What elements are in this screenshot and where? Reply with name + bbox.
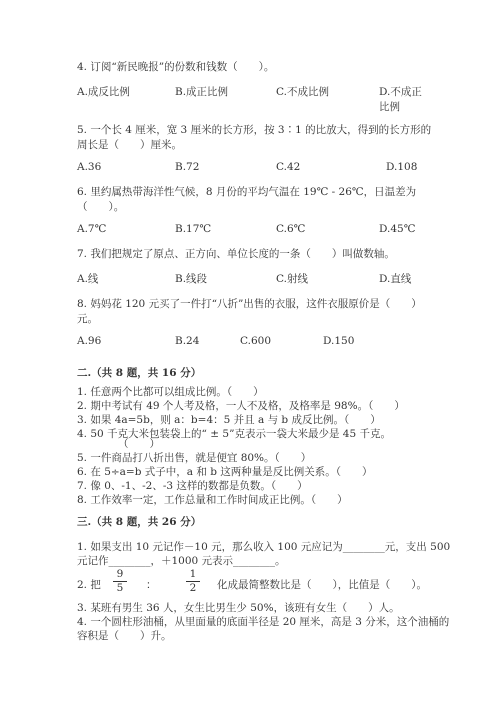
option-a[interactable]: A.7℃ (77, 223, 107, 235)
true-false-item: 5. 一件商品打八折出售，就是便宜 80%。（ ） (77, 452, 312, 464)
true-false-item: 7. 像 0、-1、-2、-3 这样的数都是负数。（ ） (77, 480, 308, 492)
fraction-one-half (186, 568, 200, 595)
option-b[interactable]: B.线段 (175, 273, 208, 285)
option-d[interactable]: D.150 (323, 335, 355, 347)
question-8-options (77, 334, 432, 364)
fraction-numerator: 1 (186, 568, 200, 582)
true-false-item: 2. 期中考试有 49 个人考及格，一人不及格，及格率是 98%。（ ） (77, 400, 405, 412)
option-c[interactable]: C.射线 (276, 273, 308, 285)
ratio-colon: ： (146, 579, 157, 591)
answer-blank[interactable]: （ ） (118, 438, 160, 450)
fill-question-3: 3. 某班有男生 36 人，女生比男生少 50%，该班有女生（ ）人。 (77, 602, 400, 614)
option-c[interactable]: C.600 (240, 335, 272, 347)
fill-question-4-line-1: 4. 一个圆柱形油桶，从里面量的底面半径是 20 厘米，高是 3 分米，这个油桶的 (77, 616, 450, 628)
option-d[interactable]: D.不成正比例 (379, 86, 422, 114)
option-b[interactable]: B.成正比例 (175, 86, 229, 98)
true-false-item: 6. 在 5÷a=b 式子中，a 和 b 这两种量是反比例关系。（ ） (77, 466, 373, 478)
option-a[interactable]: A.96 (77, 335, 102, 347)
fill-question-1-line-1: 1. 如果支出 10 元记作－10 元，那么收入 100 元应记为________元，支出 500 (77, 541, 451, 553)
fraction-nine-fifths (113, 568, 127, 595)
question-5-stem: 5. 一个长 4 厘米，宽 3 厘米的长方形，按 3∶1 的比放大，得到的长方形的周长是（ ）厘米。 (77, 124, 432, 152)
option-d[interactable]: D.45℃ (379, 223, 416, 235)
question-6-stem: 6. 里约属热带海洋性气候，8 月份的平均气温在 19℃ - 26℃，日温差为（ ）。 (77, 186, 417, 214)
option-a[interactable]: A.36 (77, 161, 102, 173)
q2-suffix: 化成最简整数比是（ ），比值是（ ）。 (217, 579, 427, 591)
fraction-denominator: 5 (116, 582, 124, 595)
true-false-item: 8. 工作效率一定，工作总量和工作时间成正比例。（ ） (77, 494, 348, 506)
option-c[interactable]: C.6℃ (276, 223, 306, 235)
option-a[interactable]: A.成反比例 (77, 86, 130, 98)
fraction-denominator: 2 (189, 582, 197, 595)
question-8-stem: 8. 妈妈花 120 元买了一件打“八折”出售的衣服，这件衣服原价是（ ）元。 (77, 298, 422, 326)
option-b[interactable]: B.24 (175, 335, 200, 347)
fill-question-1-line-2: 元记作________，＋1000 元表示________。 (77, 555, 286, 567)
q2-prefix: 2. 把 (77, 579, 101, 591)
fraction-numerator: 9 (113, 568, 127, 582)
section-3-title: 三.（共 8 题，共 26 分） (77, 516, 202, 528)
true-false-item: 1. 任意两个比都可以组成比例。（ ） (77, 386, 264, 398)
option-d[interactable]: D.直线 (379, 273, 412, 285)
option-c[interactable]: C.不成比例 (276, 86, 329, 98)
fill-question-4-line-2: 容积是（ ）升。 (77, 630, 172, 642)
option-d[interactable]: D.108 (386, 161, 418, 173)
option-b[interactable]: B.72 (175, 161, 200, 173)
question-4-options (77, 85, 432, 115)
question-7-stem: 7. 我们把规定了原点、正方向、单位长度的一条（ ）叫做数轴。 (77, 248, 395, 260)
option-b[interactable]: B.17℃ (175, 223, 212, 235)
option-c[interactable]: C.42 (276, 161, 301, 173)
option-a[interactable]: A.线 (77, 273, 99, 285)
question-4-stem: 4. 订阅“新民晚报”的份数和钱数（ ）。 (77, 61, 275, 73)
true-false-item: 3. 如果 4a=5b，则 a：b=4：5 并且 a 与 b 成反比例。（ ） (77, 414, 381, 426)
section-2-title: 二.（共 8 题，共 16 分） (77, 367, 202, 379)
true-false-item: 4. 50 千克大米包装袋上的“ ± 5”克表示一袋大米最少是 45 千克。 (77, 428, 391, 440)
